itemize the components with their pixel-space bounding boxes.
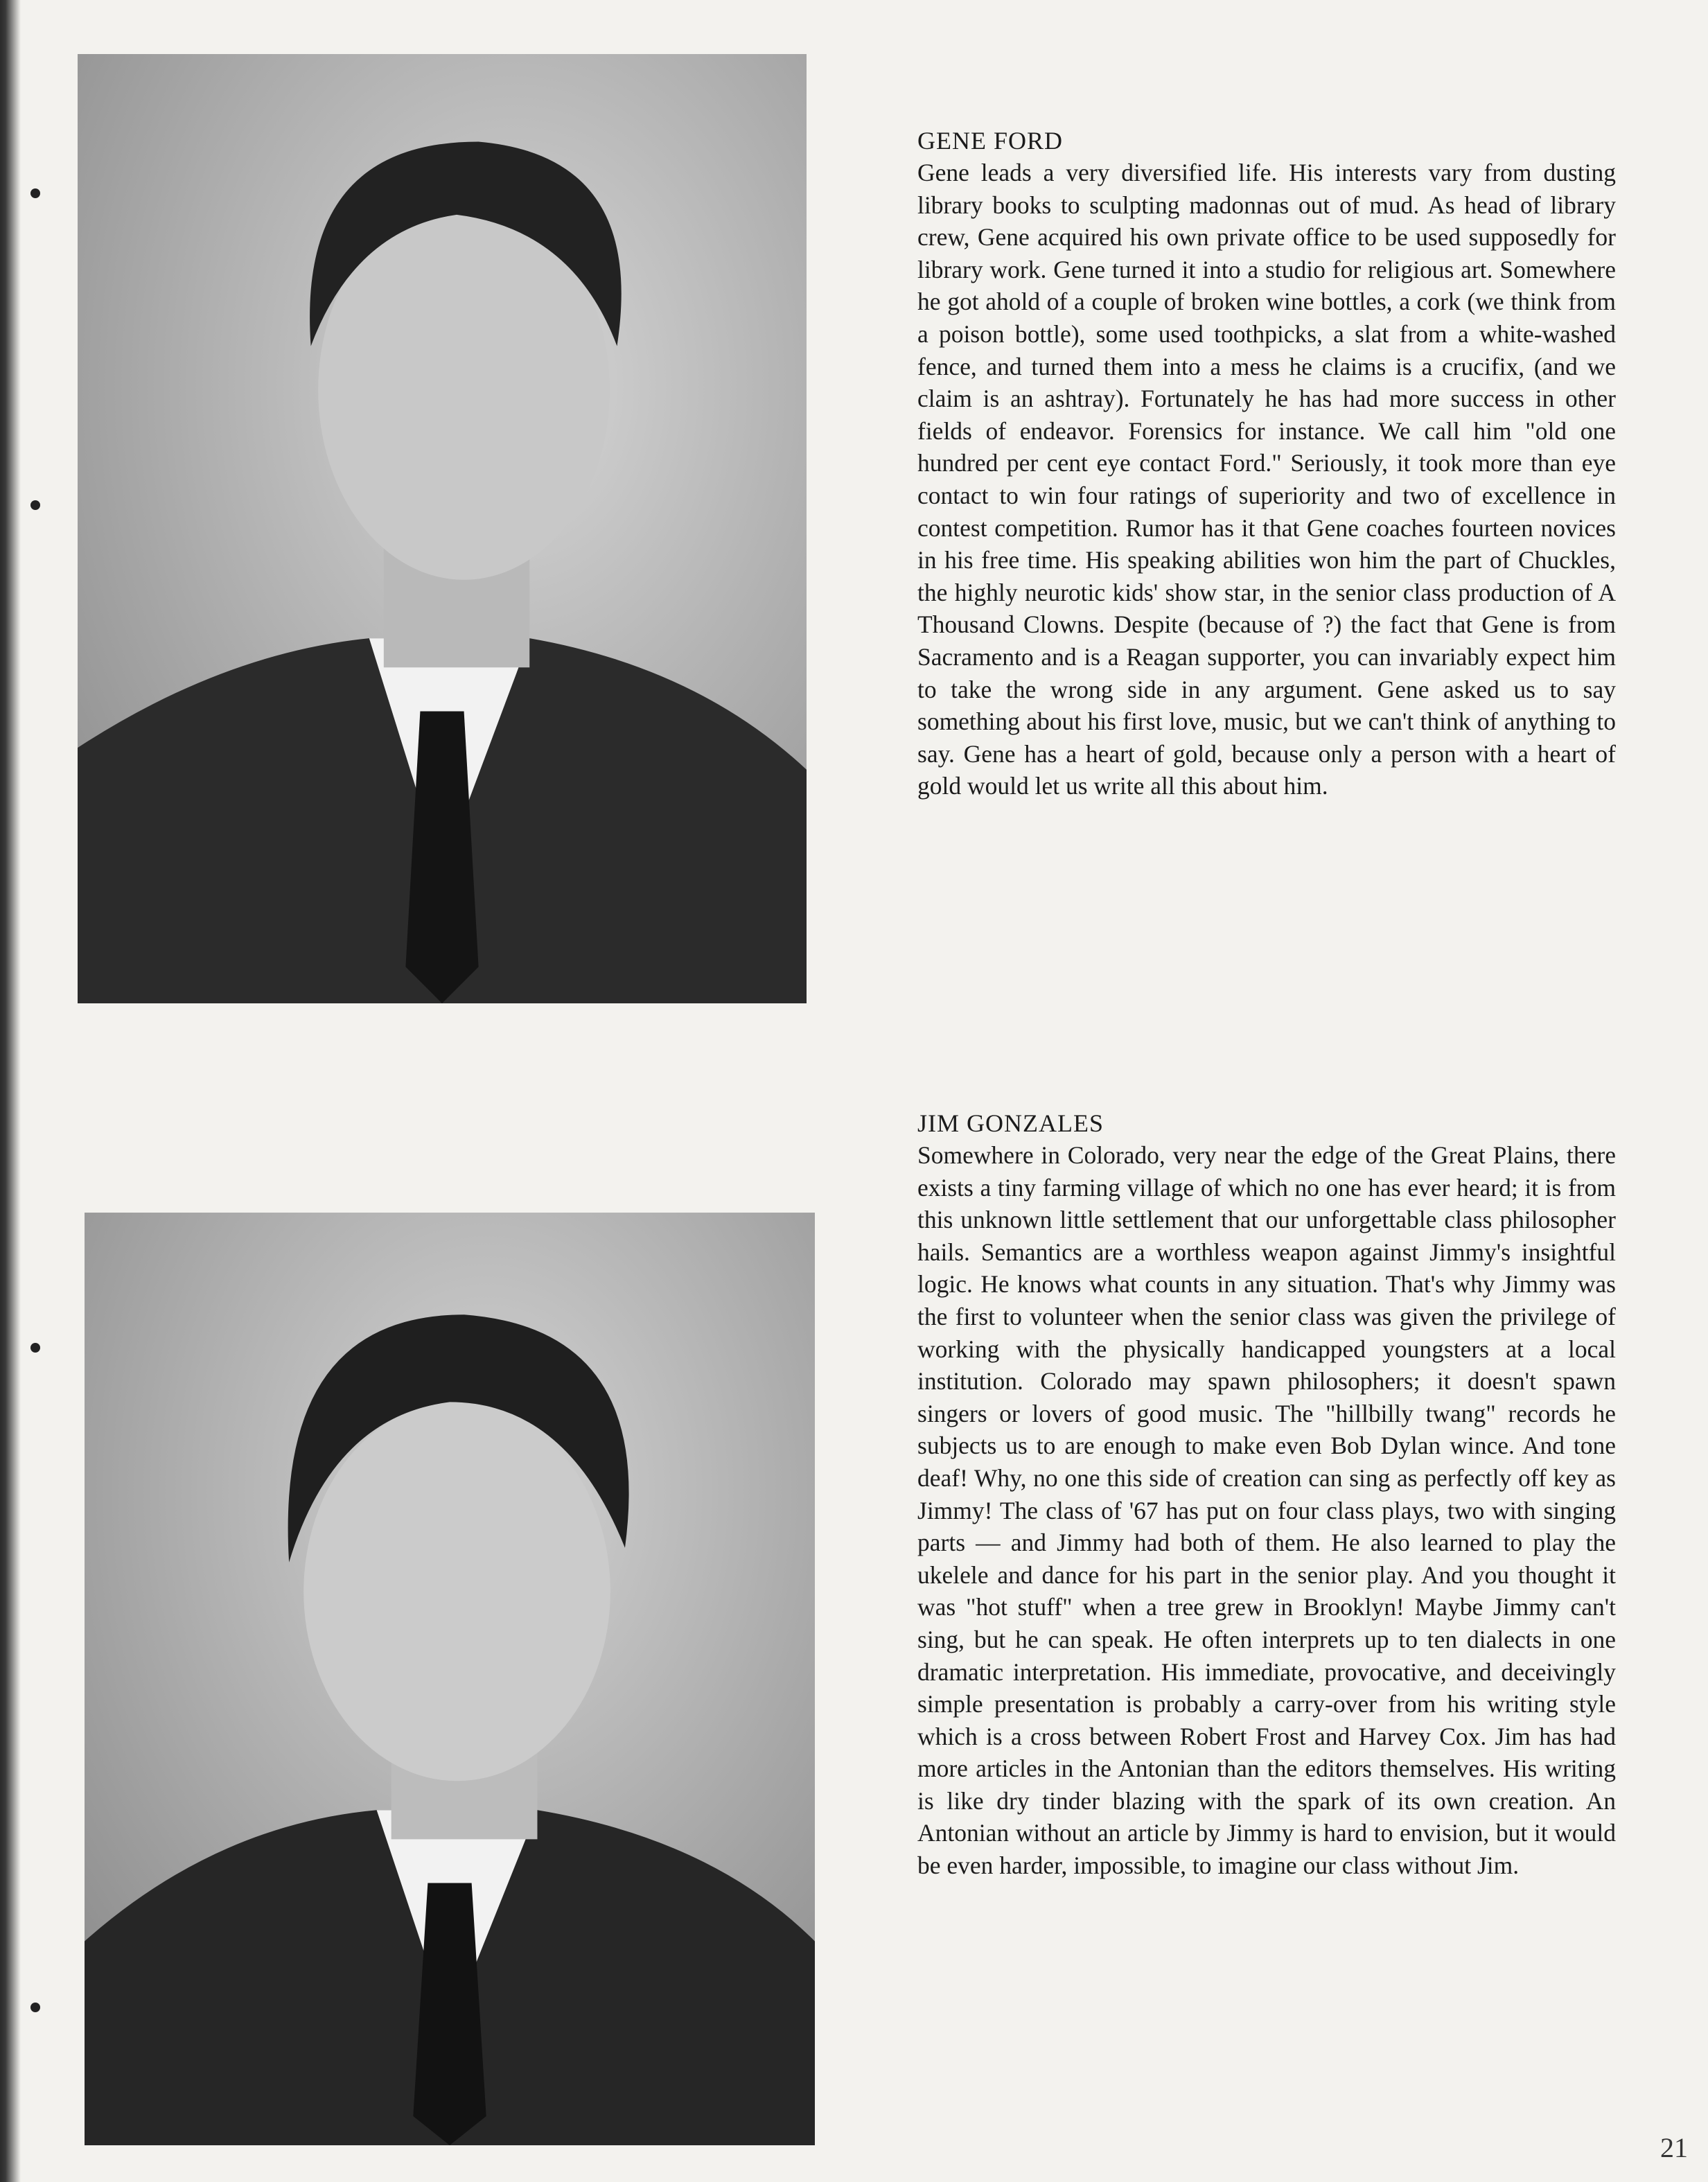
binder-hole	[30, 188, 40, 198]
page-binding-edge	[0, 0, 21, 2182]
student-bio: Gene leads a very diversified life. His interests vary from dusting library books to sculpting madonnas out of mud. As head of library crew, Gene acquired his own private office to be used supposedly for library work. Gene turned it into a studio for religious art. Somewhere he got ahold of a couple of broken wine bottles, a cork (we think from a poison bottle), some used toothpicks, a slat from a white-washed fence, and turned them into a mess he claims is a crucifix, (and we claim is an ashtray). Fortunately he has had more success in other fields of endeavor. Forensics for instance. We call him "old one hundred per cent eye contact Ford." Seriously, it took more than eye contact to win four ratings of superiority and two of excellence in contest competition. Rumor has it that Gene coaches fourteen novices in his free time. His speaking abilities won him the part of Chuckles, the highly neurotic kids' show star, in the senior class production of A Thousand Clowns. Despite (because of ?) the fact that Gene is from Sacramento and is a Reagan supporter, you can invariably expect him to take the wrong side in any argument. Gene asked us to say something about his first love, music, but we can't think of anything to say. Gene has a heart of gold, because only a person with a heart of gold would let us write all this about him.	[917, 159, 1616, 800]
portrait-photo-jim-gonzales	[85, 1213, 815, 2145]
student-name: JIM GONZALES	[917, 1109, 1104, 1137]
portrait-image	[78, 54, 807, 1003]
senior-entry	[917, 125, 1616, 802]
student-bio: Somewhere in Colorado, very near the edge of the Great Plains, there exists a tiny farming village of which no one has ever heard; it is from this unknown little settlement that our unforgettable class philosopher hails. Semantics are a worthless weapon against Jimmy's insightful logic. He knows what counts in any situation. That's why Jimmy was the first to volunteer when the senior class was given the privilege of working with the physically handicapped youngsters at a local institution. Colorado may spawn philosophers; it doesn't spawn singers or lovers of good music. The "hillbilly twang" records he subjects us to are enough to make even Bob Dylan wince. And tone deaf! Why, no one this side of creation can sing as perfectly off key as Jimmy! The class of '67 has put on four class plays, two with singing parts — and Jimmy had both of them. He also learned to play the ukelele and dance for his part in the senior play. And you thought it was "hot stuff" when a tree grew in Brooklyn! Maybe Jimmy can't sing, but he can speak. He often interprets up to ten dialects in one dramatic interpretation. His immediate, provocative, and deceivingly simple presentation is probably a carry-over from his writing style which is a cross between Robert Frost and Harvey Cox. Jim has had more articles in the Antonian than the editors themselves. His writing is like dry tinder blazing with the spark of its own creation. An Antonian without an article by Jimmy is hard to envision, but it would be even harder, impossible, to imagine our class without Jim.	[917, 1141, 1616, 1880]
senior-entry	[917, 1107, 1616, 1882]
binder-hole	[30, 2003, 40, 2012]
binder-hole	[30, 500, 40, 510]
binder-hole	[30, 1343, 40, 1353]
page-number: 21	[1660, 2132, 1688, 2163]
portrait-photo-gene-ford	[78, 54, 807, 1003]
portrait-image	[85, 1213, 815, 2145]
student-name: GENE FORD	[917, 127, 1064, 155]
